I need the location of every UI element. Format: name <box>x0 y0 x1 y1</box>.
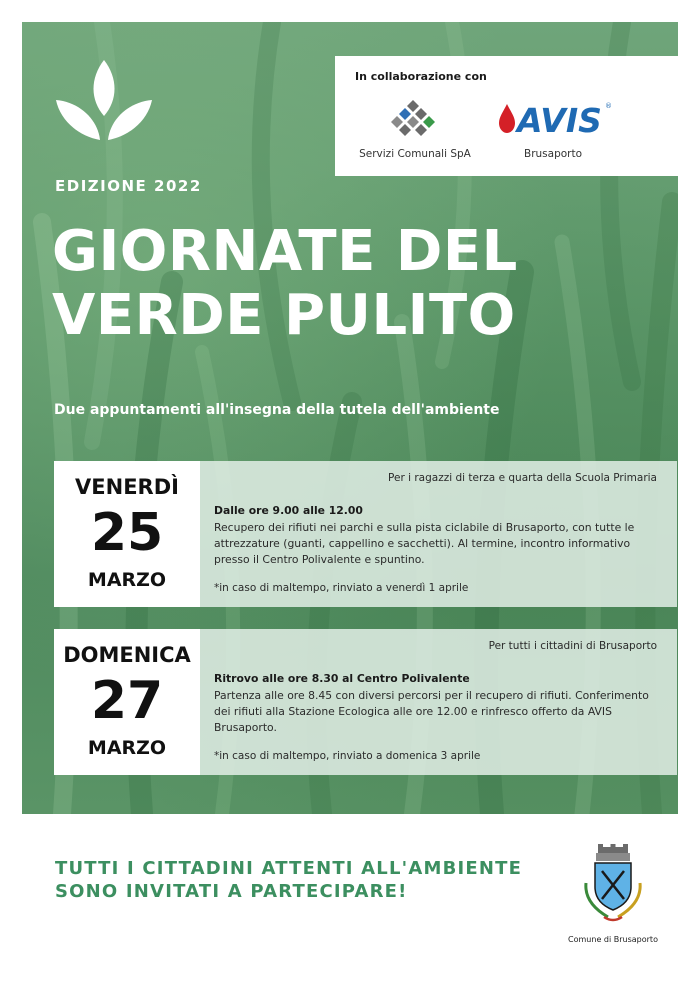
event-note: *in caso di maltempo, rinviato a venerdì 1 aprile <box>214 582 469 594</box>
municipality-caption: Comune di Brusaporto <box>568 935 658 944</box>
subtitle: Due appuntamenti all'insegna della tutela dell'ambiente <box>54 402 500 418</box>
diamond-grid-icon <box>385 98 441 138</box>
event-month: MARZO <box>87 569 167 591</box>
date-box <box>54 629 200 775</box>
edition-label: EDIZIONE 2022 <box>55 177 202 195</box>
municipal-crest-icon <box>578 843 648 933</box>
event-info <box>200 461 677 607</box>
event-time: Ritrovo alle ore 8.30 al Centro Polivalente <box>214 672 470 685</box>
title-line-1: GIORNATE DEL <box>52 219 518 284</box>
avis-logo <box>493 98 613 138</box>
cta-line-2: SONO INVITATI A PARTECIPARE! <box>55 881 408 902</box>
event-day: DOMENICA <box>63 643 191 667</box>
date-box <box>54 461 200 607</box>
event-card-friday <box>54 461 677 607</box>
event-audience: Per tutti i cittadini di Brusaporto <box>488 640 657 652</box>
event-info <box>200 629 677 775</box>
poster-background <box>22 22 678 814</box>
event-description: Partenza alle ore 8.45 con diversi percorsi per il recupero di rifiuti. Conferimento dei rifiuti alla Stazione Ecologica alle ore 12.00 e rinfresco offerto da AVIS Brusaporto. <box>214 689 649 734</box>
collaboration-panel <box>335 56 678 176</box>
blood-drop-icon <box>499 104 515 133</box>
event-month: MARZO <box>87 737 167 759</box>
event-note: *in caso di maltempo, rinviato a domenica 3 aprile <box>214 750 481 762</box>
event-time: Dalle ore 9.00 alle 12.00 <box>214 504 363 517</box>
event-day: VENERDÌ <box>75 475 179 499</box>
cta-line-1: TUTTI I CITTADINI ATTENTI ALL'AMBIENTE <box>55 858 523 879</box>
call-to-action <box>55 857 522 903</box>
partner-name-avis: Brusaporto <box>523 148 583 160</box>
registered-mark: ® <box>605 102 612 110</box>
event-date: 27 <box>90 671 164 731</box>
event-audience: Per i ragazzi di terza e quarta della Scuola Primaria <box>388 472 657 484</box>
avis-logo-text: AVIS <box>517 101 602 138</box>
event-date: 25 <box>90 503 164 563</box>
partner-name-servizi-comunali: Servizi Comunali SpA <box>359 148 471 160</box>
title-line-2: VERDE PULITO <box>52 283 516 348</box>
leaf-icon <box>54 56 154 146</box>
event-card-sunday <box>54 629 677 775</box>
event-description: Recupero dei rifiuti nei parchi e sulla pista ciclabile di Brusaporto, con tutte le attrezzature (guanti, cappellino e sacchetti). Al termine, incontro informativo presso il Centro Polivalente e spuntino. <box>214 521 635 566</box>
collaboration-title: In collaborazione con <box>355 70 487 83</box>
page-title <box>52 220 652 348</box>
